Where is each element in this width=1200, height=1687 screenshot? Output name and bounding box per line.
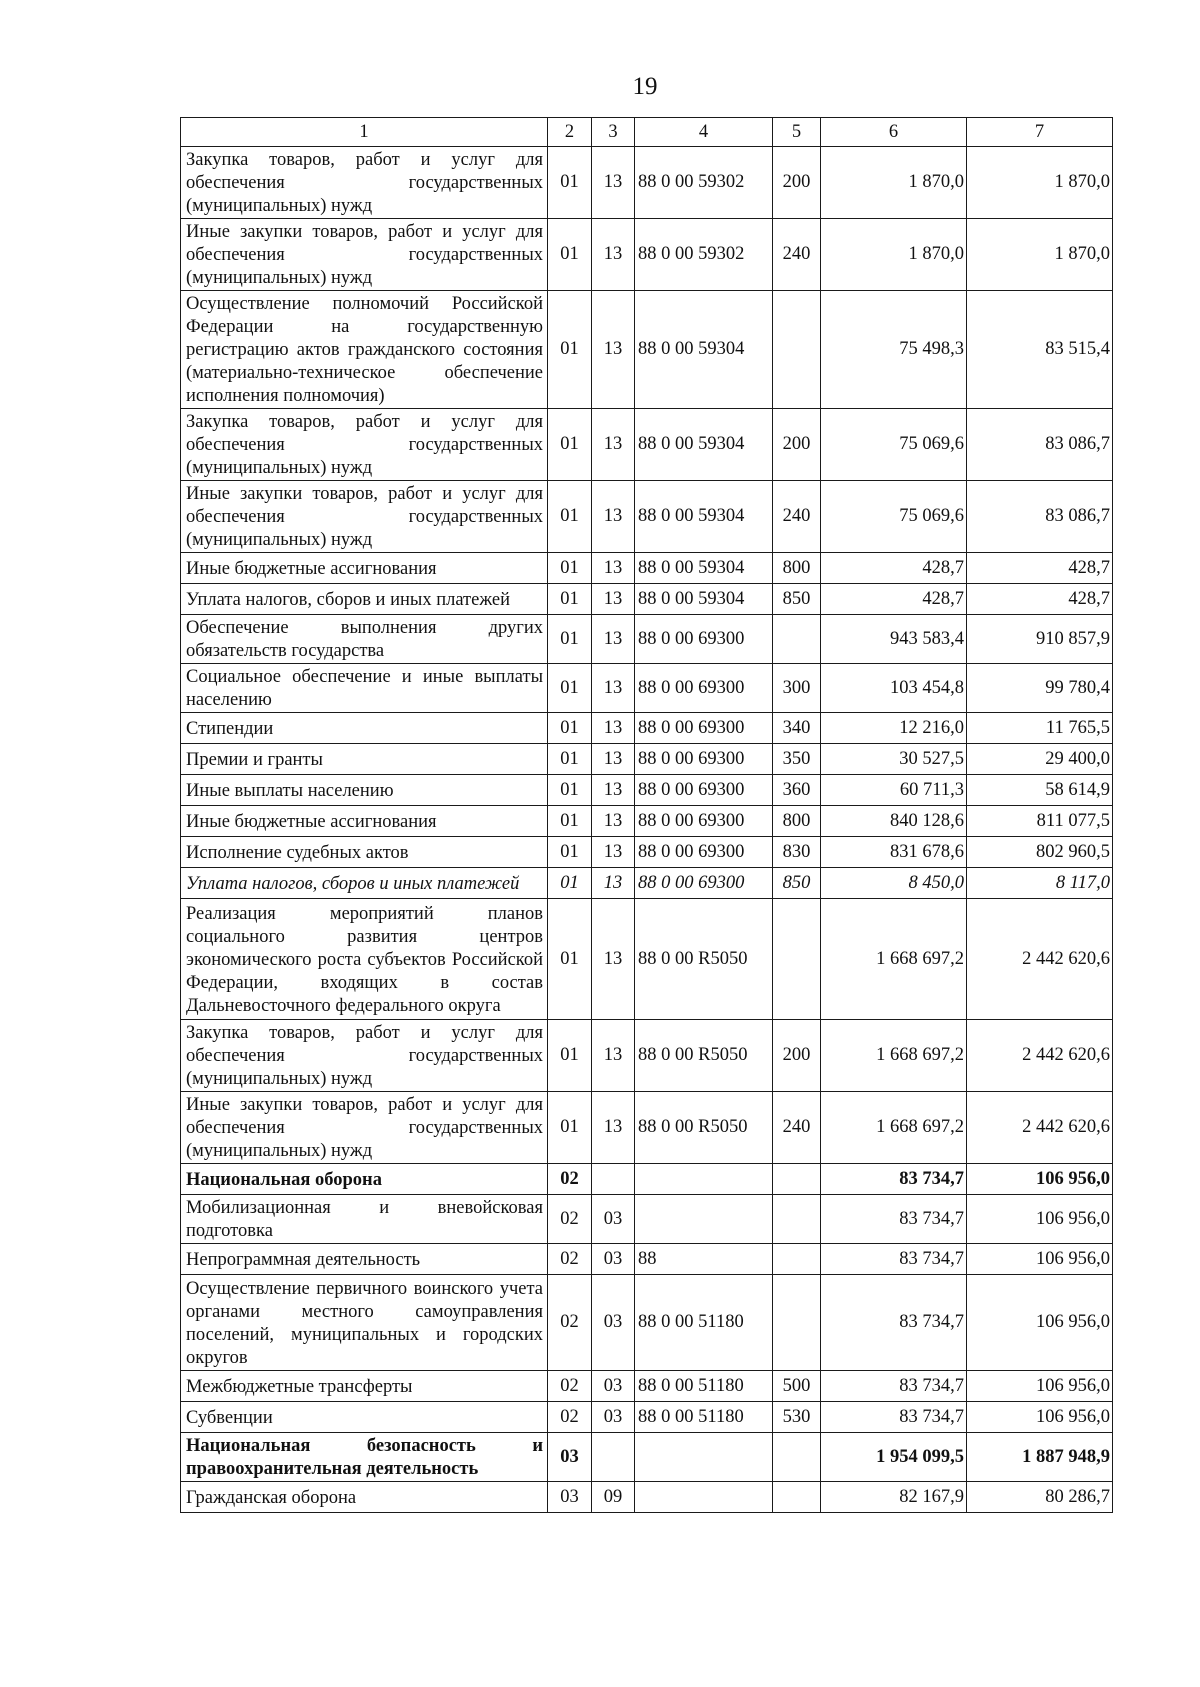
row-expense-type-code: 350 xyxy=(773,744,821,775)
row-target-item-code xyxy=(635,1482,773,1513)
row-target-item-code: 88 0 00 69300 xyxy=(635,744,773,775)
row-subsection-code: 03 xyxy=(592,1275,635,1371)
row-expense-type-code xyxy=(773,1482,821,1513)
row-section-code: 01 xyxy=(548,775,592,806)
row-subsection-code: 13 xyxy=(592,481,635,553)
row-target-item-code: 88 0 00 51180 xyxy=(635,1275,773,1371)
table-header-row xyxy=(181,118,1113,147)
row-expense-type-code: 500 xyxy=(773,1371,821,1402)
row-amount-year-2: 106 956,0 xyxy=(967,1195,1113,1244)
row-name: Иные бюджетные ассигнования xyxy=(181,806,548,837)
row-target-item-code: 88 0 00 59304 xyxy=(635,409,773,481)
row-target-item-code: 88 0 00 69300 xyxy=(635,664,773,713)
row-target-item-code: 88 0 00 69300 xyxy=(635,868,773,899)
row-name: Уплата налогов, сборов и иных платежей xyxy=(181,868,548,899)
row-name: Иные закупки товаров, работ и услуг для обеспечения государственных (муниципальных) нужд xyxy=(181,1092,548,1164)
row-amount-year-1: 1 870,0 xyxy=(821,147,967,219)
header-col-7: 7 xyxy=(967,118,1113,147)
row-amount-year-2: 8 117,0 xyxy=(967,868,1113,899)
row-name: Национальная безопасность и правоохранительная деятельность xyxy=(181,1433,548,1482)
row-subsection-code: 13 xyxy=(592,615,635,664)
row-expense-type-code xyxy=(773,291,821,409)
row-expense-type-code: 300 xyxy=(773,664,821,713)
row-subsection-code: 13 xyxy=(592,837,635,868)
row-expense-type-code: 360 xyxy=(773,775,821,806)
table-row xyxy=(181,775,1113,806)
row-expense-type-code xyxy=(773,1164,821,1195)
row-section-code: 01 xyxy=(548,713,592,744)
row-amount-year-2: 1 870,0 xyxy=(967,219,1113,291)
row-section-code: 01 xyxy=(548,219,592,291)
row-expense-type-code xyxy=(773,1275,821,1371)
row-expense-type-code: 850 xyxy=(773,584,821,615)
table-row xyxy=(181,837,1113,868)
row-section-code: 01 xyxy=(548,899,592,1020)
table-row xyxy=(181,1195,1113,1244)
row-subsection-code: 03 xyxy=(592,1195,635,1244)
row-name: Закупка товаров, работ и услуг для обеспечения государственных (муниципальных) нужд xyxy=(181,1020,548,1092)
row-section-code: 01 xyxy=(548,291,592,409)
row-amount-year-1: 1 668 697,2 xyxy=(821,899,967,1020)
table-row xyxy=(181,553,1113,584)
row-target-item-code: 88 0 00 69300 xyxy=(635,713,773,744)
row-name: Социальное обеспечение и иные выплаты населению xyxy=(181,664,548,713)
row-expense-type-code: 240 xyxy=(773,219,821,291)
row-amount-year-1: 831 678,6 xyxy=(821,837,967,868)
row-section-code: 02 xyxy=(548,1164,592,1195)
row-section-code: 01 xyxy=(548,744,592,775)
table-row xyxy=(181,219,1113,291)
row-amount-year-2: 910 857,9 xyxy=(967,615,1113,664)
row-amount-year-1: 83 734,7 xyxy=(821,1195,967,1244)
row-target-item-code: 88 0 00 59304 xyxy=(635,291,773,409)
row-amount-year-1: 83 734,7 xyxy=(821,1371,967,1402)
row-subsection-code: 13 xyxy=(592,1020,635,1092)
table-row xyxy=(181,1371,1113,1402)
row-target-item-code: 88 0 00 69300 xyxy=(635,806,773,837)
row-expense-type-code xyxy=(773,1244,821,1275)
row-expense-type-code: 240 xyxy=(773,481,821,553)
row-subsection-code: 13 xyxy=(592,1092,635,1164)
row-subsection-code: 13 xyxy=(592,664,635,713)
table-row xyxy=(181,615,1113,664)
table-row xyxy=(181,1433,1113,1482)
row-name: Премии и гранты xyxy=(181,744,548,775)
row-section-code: 01 xyxy=(548,664,592,713)
row-amount-year-2: 83 515,4 xyxy=(967,291,1113,409)
row-section-code: 01 xyxy=(548,584,592,615)
row-amount-year-1: 1 668 697,2 xyxy=(821,1092,967,1164)
row-subsection-code: 13 xyxy=(592,775,635,806)
row-subsection-code: 13 xyxy=(592,868,635,899)
row-section-code: 01 xyxy=(548,615,592,664)
row-amount-year-2: 1 887 948,9 xyxy=(967,1433,1113,1482)
row-subsection-code: 13 xyxy=(592,713,635,744)
row-target-item-code: 88 0 00 69300 xyxy=(635,775,773,806)
row-expense-type-code: 830 xyxy=(773,837,821,868)
table-row xyxy=(181,806,1113,837)
row-section-code: 03 xyxy=(548,1482,592,1513)
header-col-1: 1 xyxy=(181,118,548,147)
row-amount-year-1: 83 734,7 xyxy=(821,1402,967,1433)
row-target-item-code: 88 0 00 51180 xyxy=(635,1402,773,1433)
row-section-code: 01 xyxy=(548,837,592,868)
row-subsection-code: 13 xyxy=(592,899,635,1020)
row-subsection-code: 03 xyxy=(592,1371,635,1402)
row-amount-year-2: 11 765,5 xyxy=(967,713,1113,744)
row-section-code: 01 xyxy=(548,1092,592,1164)
header-col-5: 5 xyxy=(773,118,821,147)
row-amount-year-1: 83 734,7 xyxy=(821,1164,967,1195)
row-subsection-code: 09 xyxy=(592,1482,635,1513)
row-target-item-code: 88 0 00 R5050 xyxy=(635,1020,773,1092)
row-expense-type-code: 800 xyxy=(773,553,821,584)
row-subsection-code: 03 xyxy=(592,1402,635,1433)
table-row xyxy=(181,291,1113,409)
row-subsection-code: 13 xyxy=(592,147,635,219)
row-subsection-code: 13 xyxy=(592,806,635,837)
row-amount-year-2: 428,7 xyxy=(967,553,1113,584)
row-amount-year-1: 428,7 xyxy=(821,553,967,584)
row-amount-year-2: 106 956,0 xyxy=(967,1371,1113,1402)
row-amount-year-2: 83 086,7 xyxy=(967,481,1113,553)
table-row xyxy=(181,664,1113,713)
row-name: Обеспечение выполнения других обязательств государства xyxy=(181,615,548,664)
row-name: Гражданская оборона xyxy=(181,1482,548,1513)
row-target-item-code: 88 0 00 59302 xyxy=(635,147,773,219)
row-name: Уплата налогов, сборов и иных платежей xyxy=(181,584,548,615)
row-subsection-code: 13 xyxy=(592,219,635,291)
row-name: Осуществление полномочий Российской Федерации на государственную регистрацию актов гражданского состояния (материально-техническое обеспечение исполнения полномочия) xyxy=(181,291,548,409)
row-expense-type-code: 240 xyxy=(773,1092,821,1164)
row-amount-year-2: 106 956,0 xyxy=(967,1275,1113,1371)
row-name: Субвенции xyxy=(181,1402,548,1433)
row-amount-year-1: 75 498,3 xyxy=(821,291,967,409)
header-col-3: 3 xyxy=(592,118,635,147)
table-row xyxy=(181,899,1113,1020)
row-expense-type-code xyxy=(773,899,821,1020)
table-row xyxy=(181,868,1113,899)
row-subsection-code xyxy=(592,1433,635,1482)
page-number: 19 xyxy=(632,73,658,100)
table-body xyxy=(181,147,1113,1513)
row-name: Иные выплаты населению xyxy=(181,775,548,806)
row-amount-year-1: 83 734,7 xyxy=(821,1244,967,1275)
row-name: Иные закупки товаров, работ и услуг для обеспечения государственных (муниципальных) нужд xyxy=(181,219,548,291)
row-amount-year-1: 103 454,8 xyxy=(821,664,967,713)
row-section-code: 02 xyxy=(548,1402,592,1433)
row-amount-year-1: 1 954 099,5 xyxy=(821,1433,967,1482)
row-target-item-code: 88 0 00 59304 xyxy=(635,553,773,584)
row-expense-type-code: 340 xyxy=(773,713,821,744)
row-target-item-code xyxy=(635,1195,773,1244)
row-section-code: 02 xyxy=(548,1371,592,1402)
row-amount-year-2: 2 442 620,6 xyxy=(967,899,1113,1020)
row-amount-year-2: 99 780,4 xyxy=(967,664,1113,713)
row-name: Закупка товаров, работ и услуг для обеспечения государственных (муниципальных) нужд xyxy=(181,409,548,481)
table-row xyxy=(181,1402,1113,1433)
row-amount-year-1: 840 128,6 xyxy=(821,806,967,837)
row-expense-type-code: 200 xyxy=(773,409,821,481)
row-section-code: 02 xyxy=(548,1275,592,1371)
row-amount-year-2: 2 442 620,6 xyxy=(967,1092,1113,1164)
row-expense-type-code xyxy=(773,1433,821,1482)
row-amount-year-2: 106 956,0 xyxy=(967,1164,1113,1195)
row-subsection-code: 13 xyxy=(592,584,635,615)
row-target-item-code: 88 0 00 51180 xyxy=(635,1371,773,1402)
row-amount-year-1: 8 450,0 xyxy=(821,868,967,899)
table-row xyxy=(181,1275,1113,1371)
row-amount-year-2: 802 960,5 xyxy=(967,837,1113,868)
row-name: Осуществление первичного воинского учета органами местного самоуправления поселений, муниципальных и городских округов xyxy=(181,1275,548,1371)
row-section-code: 01 xyxy=(548,553,592,584)
row-amount-year-2: 106 956,0 xyxy=(967,1244,1113,1275)
row-subsection-code: 03 xyxy=(592,1244,635,1275)
header-col-4: 4 xyxy=(635,118,773,147)
row-name: Мобилизационная и вневойсковая подготовка xyxy=(181,1195,548,1244)
row-amount-year-2: 1 870,0 xyxy=(967,147,1113,219)
row-amount-year-1: 943 583,4 xyxy=(821,615,967,664)
table-row xyxy=(181,1482,1113,1513)
row-name: Иные бюджетные ассигнования xyxy=(181,553,548,584)
table-row xyxy=(181,744,1113,775)
table-row xyxy=(181,584,1113,615)
row-section-code: 02 xyxy=(548,1244,592,1275)
row-amount-year-2: 2 442 620,6 xyxy=(967,1020,1113,1092)
row-amount-year-2: 106 956,0 xyxy=(967,1402,1113,1433)
row-subsection-code: 13 xyxy=(592,291,635,409)
row-section-code: 01 xyxy=(548,1020,592,1092)
row-amount-year-1: 83 734,7 xyxy=(821,1275,967,1371)
row-amount-year-1: 428,7 xyxy=(821,584,967,615)
row-amount-year-2: 83 086,7 xyxy=(967,409,1113,481)
row-amount-year-1: 82 167,9 xyxy=(821,1482,967,1513)
row-section-code: 01 xyxy=(548,147,592,219)
row-amount-year-2: 811 077,5 xyxy=(967,806,1113,837)
table-row xyxy=(181,1244,1113,1275)
row-section-code: 01 xyxy=(548,481,592,553)
row-expense-type-code xyxy=(773,1195,821,1244)
row-name: Стипендии xyxy=(181,713,548,744)
row-target-item-code: 88 0 00 R5050 xyxy=(635,899,773,1020)
row-expense-type-code: 200 xyxy=(773,1020,821,1092)
row-target-item-code: 88 0 00 69300 xyxy=(635,615,773,664)
row-name: Исполнение судебных актов xyxy=(181,837,548,868)
row-name: Национальная оборона xyxy=(181,1164,548,1195)
table-row xyxy=(181,481,1113,553)
row-amount-year-1: 1 870,0 xyxy=(821,219,967,291)
table-row xyxy=(181,1164,1113,1195)
row-name: Иные закупки товаров, работ и услуг для обеспечения государственных (муниципальных) нужд xyxy=(181,481,548,553)
row-amount-year-2: 58 614,9 xyxy=(967,775,1113,806)
row-target-item-code xyxy=(635,1433,773,1482)
table-row xyxy=(181,147,1113,219)
budget-allocation-table xyxy=(180,117,1113,1513)
row-amount-year-2: 80 286,7 xyxy=(967,1482,1113,1513)
row-name: Реализация мероприятий планов социального развития центров экономического роста субъектов Российской Федерации, входящих в состав Дальневосточного федерального округа xyxy=(181,899,548,1020)
row-amount-year-1: 75 069,6 xyxy=(821,409,967,481)
row-amount-year-1: 75 069,6 xyxy=(821,481,967,553)
row-expense-type-code xyxy=(773,615,821,664)
header-col-2: 2 xyxy=(548,118,592,147)
row-expense-type-code: 850 xyxy=(773,868,821,899)
row-target-item-code: 88 0 00 69300 xyxy=(635,837,773,868)
row-subsection-code xyxy=(592,1164,635,1195)
row-amount-year-1: 30 527,5 xyxy=(821,744,967,775)
row-target-item-code: 88 xyxy=(635,1244,773,1275)
row-amount-year-2: 428,7 xyxy=(967,584,1113,615)
row-amount-year-2: 29 400,0 xyxy=(967,744,1113,775)
row-amount-year-1: 60 711,3 xyxy=(821,775,967,806)
row-target-item-code: 88 0 00 59302 xyxy=(635,219,773,291)
row-expense-type-code: 200 xyxy=(773,147,821,219)
row-target-item-code xyxy=(635,1164,773,1195)
row-section-code: 03 xyxy=(548,1433,592,1482)
row-amount-year-1: 12 216,0 xyxy=(821,713,967,744)
row-target-item-code: 88 0 00 59304 xyxy=(635,481,773,553)
row-subsection-code: 13 xyxy=(592,744,635,775)
table-row xyxy=(181,1092,1113,1164)
row-section-code: 02 xyxy=(548,1195,592,1244)
row-name: Непрограммная деятельность xyxy=(181,1244,548,1275)
table-row xyxy=(181,713,1113,744)
table-row xyxy=(181,409,1113,481)
row-target-item-code: 88 0 00 59304 xyxy=(635,584,773,615)
header-col-6: 6 xyxy=(821,118,967,147)
table-row xyxy=(181,1020,1113,1092)
row-expense-type-code: 800 xyxy=(773,806,821,837)
row-expense-type-code: 530 xyxy=(773,1402,821,1433)
row-target-item-code: 88 0 00 R5050 xyxy=(635,1092,773,1164)
row-section-code: 01 xyxy=(548,806,592,837)
row-section-code: 01 xyxy=(548,409,592,481)
row-subsection-code: 13 xyxy=(592,409,635,481)
row-amount-year-1: 1 668 697,2 xyxy=(821,1020,967,1092)
row-subsection-code: 13 xyxy=(592,553,635,584)
row-name: Закупка товаров, работ и услуг для обеспечения государственных (муниципальных) нужд xyxy=(181,147,548,219)
row-section-code: 01 xyxy=(548,868,592,899)
row-name: Межбюджетные трансферты xyxy=(181,1371,548,1402)
